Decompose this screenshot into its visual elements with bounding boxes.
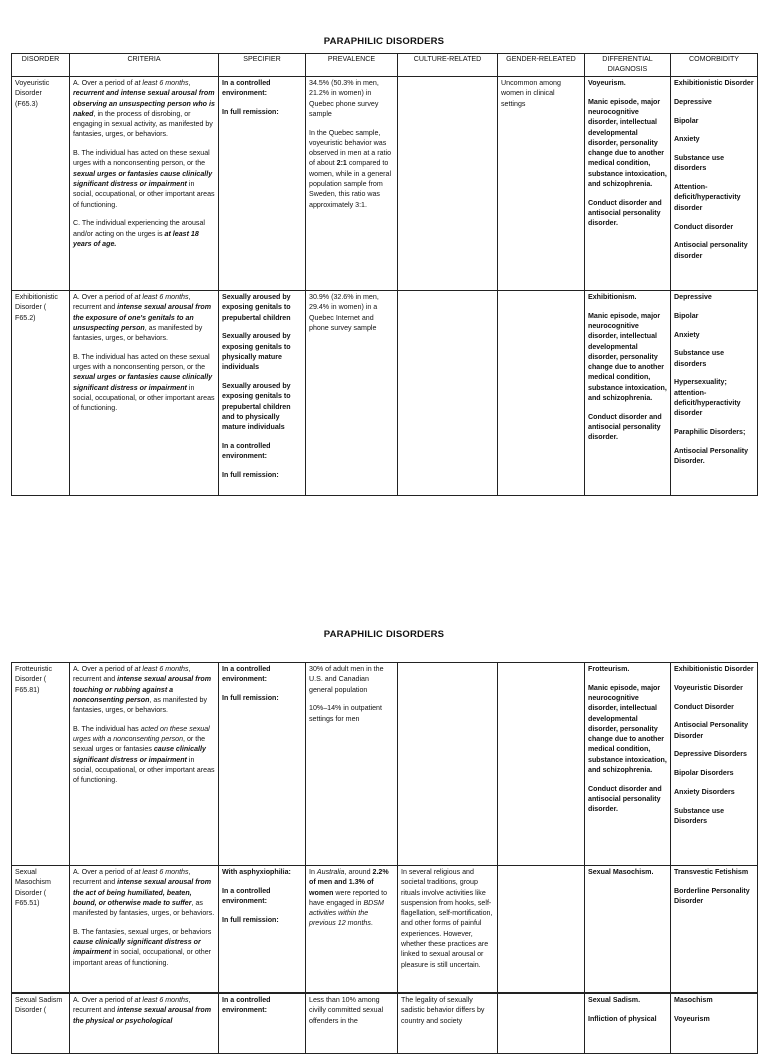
criteria-cell bbox=[70, 663, 219, 866]
table-row-exhibitionistic bbox=[12, 291, 758, 496]
header-comorbidity: COMORBIDITY bbox=[671, 54, 758, 77]
disorder-name: Frotteuristic Disorder ( F65.81) bbox=[12, 663, 70, 866]
culture-cell bbox=[398, 77, 498, 291]
comorbidity-cell: Exhibitionistic Disorder Voyeuristic Disorder Conduct Disorder Antisocial Personality Disorder Depressive Disorders Bipolar Disorders Anxiety Disorders Substance use Disorders bbox=[671, 663, 758, 866]
culture-cell bbox=[398, 291, 498, 496]
criterion-c: C. The individual experiencing the arousal and/or acting on the urges is at least 18 years of age. bbox=[73, 219, 205, 248]
comorbidity-cell: Exhibitionistic Disorder Depressive Bipolar Anxiety Substance use disorders Attention-deficit/hyperactivity disorder Conduct disorder Antisocial personality disorder bbox=[671, 77, 758, 291]
gender-cell bbox=[498, 663, 585, 866]
gender-cell bbox=[498, 866, 585, 993]
paraphilic-table-2 bbox=[11, 662, 758, 993]
prevalence-cell: 34.5% (50.3% in men, 21.2% in women) in Quebec phone survey sample In the Quebec sample, voyeuristic behavior was observed in men at a ratio of about 2:1 compared to women, while in a general population sample from Sweden, this ratio was approximately 3:1. bbox=[306, 77, 398, 291]
header-disorder: DISORDER bbox=[12, 54, 70, 77]
prevalence-cell: In Australia, around 2.2% of men and 1.3% of women were reported to have engaged in BDSM activities within the previous 12 months. bbox=[306, 866, 398, 993]
criterion-a: A. Over a period of at least 6 months, recurrent and intense sexual arousal from observing an unsuspecting person who is naked, in the process of disrobing, or engaging in sexual activity, as manifested by fantasies, urges, or behaviors. bbox=[73, 79, 215, 139]
header-prevalence: PREVALENCE bbox=[306, 54, 398, 77]
criterion-a: A. Over a period of at least 6 months, recurrent and intense sexual arousal from the exposure of one's genitals to an unsuspecting person, as manifested by fantasies, urges, or behaviors. bbox=[73, 293, 212, 343]
table-row-frotteuristic bbox=[12, 663, 758, 866]
criterion-b: B. The individual has acted on these sexual urges with a nonconsenting person, or the sexual urges or fantasies cause clinically significant distress or impairment in social, occupational, or other important areas of functioning. bbox=[73, 724, 215, 785]
specifier-cell: Sexually aroused by exposing genitals to prepubertal children Sexually aroused by exposing genitals to physically mature individuals Sexually aroused by exposing genitals to prepubertal children and to physically mature individuals In a controlled environment: In full remission: bbox=[219, 291, 306, 496]
prevalence-cell: 30.9% (32.6% in men, 29.4% in women) in a Quebec Internet and phone survey sample bbox=[306, 291, 398, 496]
page-title: PARAPHILIC DISORDERS bbox=[323, 36, 445, 47]
criterion-a: A. Over a period of at least 6 months, recurrent and intense sexual arousal from the physical or psychological bbox=[73, 996, 212, 1025]
gender-cell: Uncommon among women in clinical settings bbox=[498, 77, 585, 291]
prevalence-cell: Less than 10% among civilly committed sexual offenders in the bbox=[306, 994, 398, 1054]
header-specifier: SPECIFIER bbox=[219, 54, 306, 77]
specifier-cell: In a controlled environment: In full remission: bbox=[219, 77, 306, 291]
comorbidity-cell: Depressive Bipolar Anxiety Substance use disorders Hypersexuality; attention-deficit/hyperactivity disorder Paraphilic Disorders; Antisocial Personality Disorder. bbox=[671, 291, 758, 496]
page-title: PARAPHILIC DISORDERS bbox=[323, 629, 445, 640]
criteria-cell bbox=[70, 77, 219, 291]
disorder-name: Sexual Sadism Disorder ( bbox=[12, 994, 70, 1054]
culture-cell: The legality of sexually sadistic behavior differs by country and society bbox=[398, 994, 498, 1054]
disorder-name: Voyeuristic Disorder (F65.3) bbox=[12, 77, 70, 291]
header-culture: CULTURE-RELATED bbox=[398, 54, 498, 77]
specifier-cell: In a controlled environment: In full remission: bbox=[219, 663, 306, 866]
criterion-b: B. The fantasies, sexual urges, or behaviors cause clinically significant distress or impairment in social, occupational, or other important areas of functioning. bbox=[73, 927, 212, 967]
criteria-cell bbox=[70, 866, 219, 993]
prevalence-cell: 30% of adult men in the U.S. and Canadian general population 10%–14% in outpatient settings for men bbox=[306, 663, 398, 866]
differential-cell: Voyeurism. Manic episode, major neurocognitive disorder, intellectual developmental disorder, personality change due to another medical condition, substance intoxication, and schizophrenia. Conduct disorder and antisocial personality disorder. bbox=[585, 77, 671, 291]
differential-cell: Frotteurism. Manic episode, major neurocognitive disorder, intellectual developmental disorder, personality change due to another medical condition, substance intoxication, and schizophrenia. Conduct disorder and antisocial personality disorder. bbox=[585, 663, 671, 866]
differential-cell: Sexual Sadism. Infliction of physical bbox=[585, 994, 671, 1054]
comorbidity-cell: Transvestic Fetishism Borderline Personality Disorder bbox=[671, 866, 758, 993]
criterion-a: A. Over a period of at least 6 months, recurrent and intense sexual arousal from the act of being humiliated, beaten, bound, or otherwise made to suffer, as manifested by fantasies, urges, or behaviors. bbox=[73, 868, 215, 918]
differential-cell: Exhibitionism. Manic episode, major neurocognitive disorder, intellectual developmental disorder, personality change due to another medical condition, substance intoxication, and schizophrenia. Conduct disorder and antisocial personality disorder. bbox=[585, 291, 671, 496]
header-criteria: CRITERIA bbox=[70, 54, 219, 77]
differential-cell: Sexual Masochism. bbox=[585, 866, 671, 993]
specifier-cell: With asphyxiophilia: In a controlled environment: In full remission: bbox=[219, 866, 306, 993]
specifier-cell: In a controlled environment: bbox=[219, 994, 306, 1054]
gender-cell bbox=[498, 291, 585, 496]
header-row bbox=[12, 54, 758, 77]
paraphilic-table-1 bbox=[11, 53, 758, 496]
criterion-a: A. Over a period of at least 6 months, recurrent and intense sexual arousal from touching or rubbing against a nonconsenting person, as manifested by fantasies, urges, or behaviors. bbox=[73, 665, 212, 715]
table-row-voyeuristic bbox=[12, 77, 758, 291]
table-row-masochism bbox=[12, 866, 758, 993]
culture-cell bbox=[398, 663, 498, 866]
disorder-name: Sexual Masochism Disorder ( F65.51) bbox=[12, 866, 70, 993]
culture-cell: In several religious and societal traditions, group rituals involve activities like suspension from hooks, self-flagellation, self-mortification, and other forms of painful experiences. However, whether these practices are linked to sexual arousal or pleasure is still uncertain. bbox=[398, 866, 498, 993]
comorbidity-cell: Masochism Voyeurism bbox=[671, 994, 758, 1054]
header-gender: GENDER-RELEATED bbox=[498, 54, 585, 77]
criterion-b: B. The individual has acted on these sexual urges with a nonconsenting person, or the sexual urges or fantasies cause clinically significant distress or impairment in social, occupational, or other important areas of functioning. bbox=[73, 149, 215, 209]
header-differential: DIFFERENTIAL DIAGNOSIS bbox=[585, 54, 671, 77]
disorder-name: Exhibitionistic Disorder ( F65.2) bbox=[12, 291, 70, 496]
criterion-b: B. The individual has acted on these sexual urges with a nonconsenting person, or the sexual urges or fantasies cause clinically significant distress or impairment in social, occupational, or other important areas of functioning. bbox=[73, 352, 215, 413]
criteria-cell bbox=[70, 291, 219, 496]
